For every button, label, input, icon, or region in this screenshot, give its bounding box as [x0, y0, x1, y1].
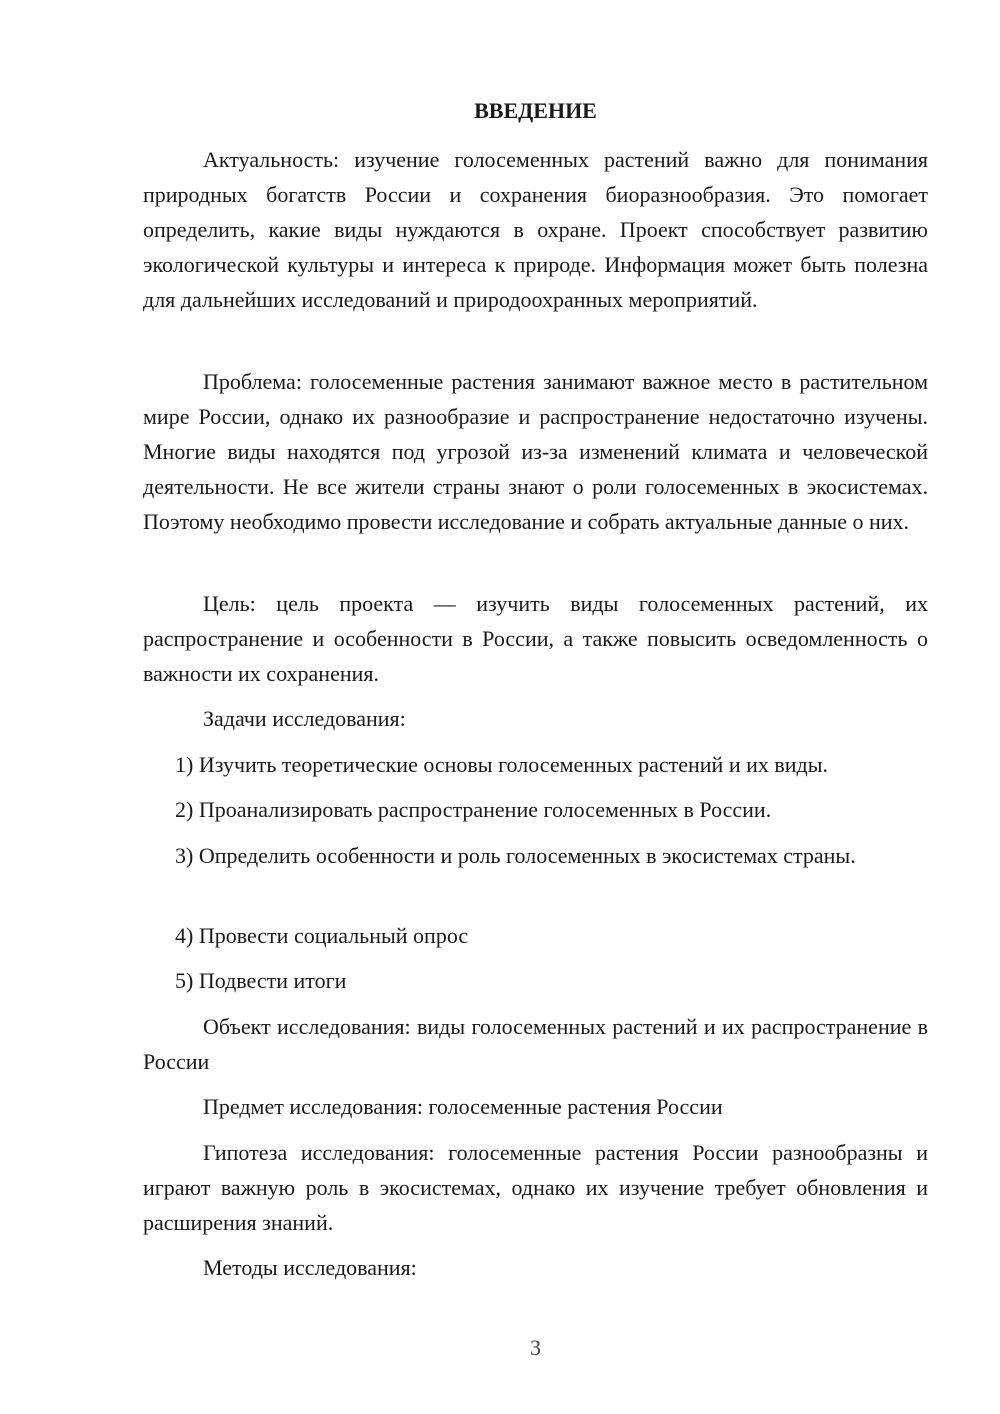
- task-item: 2) Проанализировать распространение голосеменных в России.: [175, 797, 772, 822]
- goal-paragraph: Цель: цель проекта — изучить виды голосеменных растений, их распространение и особенности в России, а также повысить осведомленность о важности их сохранения.: [143, 591, 928, 686]
- task-item: 1) Изучить теоретические основы голосеменных растений и их виды.: [175, 752, 829, 777]
- relevance-paragraph: Актуальность: изучение голосеменных растений важно для понимания природных богатств России и сохранения биоразнообразия. Это помогает определить, какие виды нуждаются в охране. Проект способствует развитию экологической культуры и интереса к природе. Информация может быть полезна для дальнейших исследований и природоохранных мероприятий.: [143, 147, 928, 312]
- task-item: 4) Провести социальный опрос: [175, 923, 469, 948]
- object-paragraph: Объект исследования: виды голосеменных растений и их распространение в России: [143, 1014, 928, 1074]
- subject-paragraph: Предмет исследования: голосеменные растения России: [203, 1094, 723, 1119]
- page-number: 3: [530, 1335, 541, 1360]
- tasks-heading: Задачи исследования:: [203, 706, 406, 731]
- task-item: 5) Подвести итоги: [175, 968, 347, 993]
- methods-heading: Методы исследования:: [203, 1255, 417, 1280]
- task-item: 3) Определить особенности и роль голосеменных в экосистемах страны.: [175, 843, 856, 868]
- problem-paragraph: Проблема: голосеменные растения занимают важное место в растительном мире России, однако их разнообразие и распространение недостаточно изучены. Многие виды находятся под угрозой из-за изменений климата и человеческой деятельности. Не все жители страны знают о роли голосеменных в экосистемах. Поэтому необходимо провести исследование и собрать актуальные данные о них.: [143, 369, 928, 534]
- hypothesis-paragraph: Гипотеза исследования: голосеменные растения России разнообразны и играют важную роль в экосистемах, однако их изучение требует обновления и расширения знаний.: [143, 1140, 928, 1235]
- section-title: ВВЕДЕНИЕ: [474, 98, 597, 123]
